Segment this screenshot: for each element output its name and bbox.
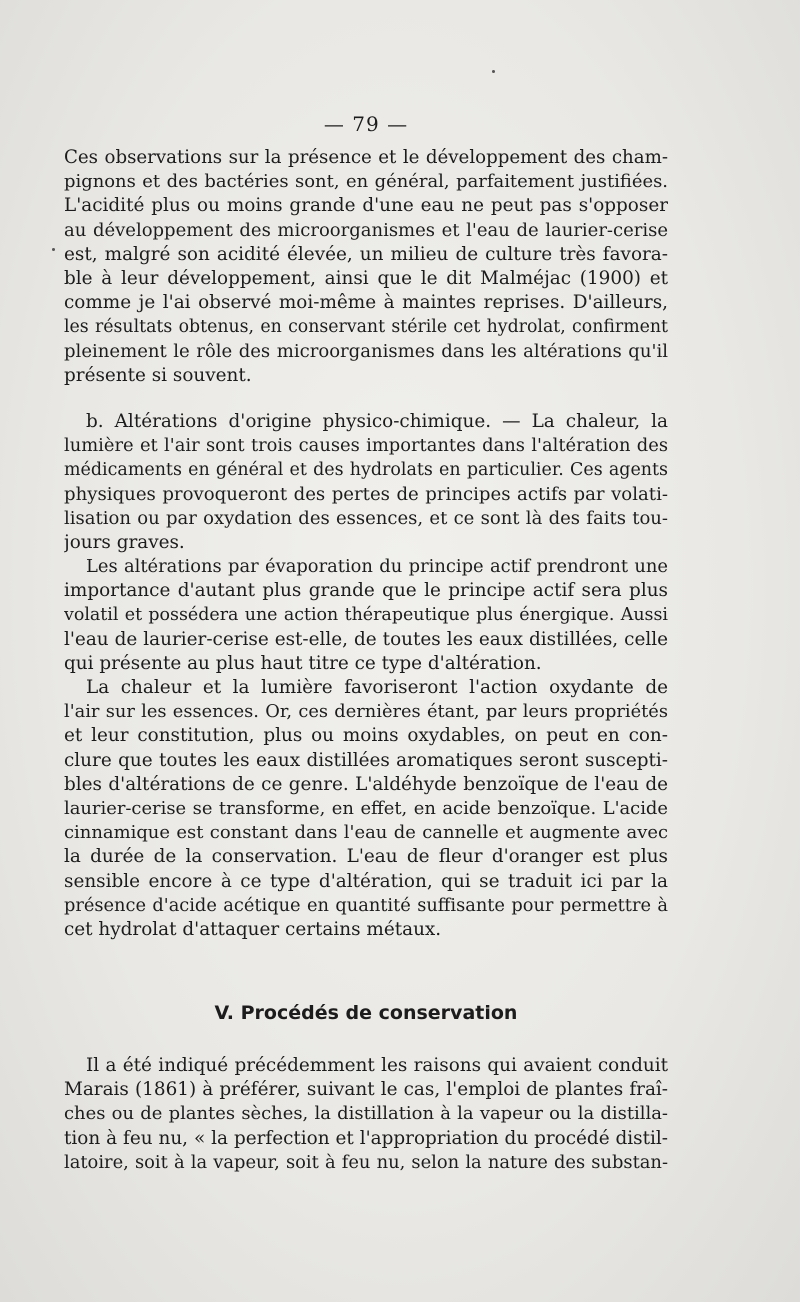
text-line: Les altérations par évaporation du principe actif prendront une [86, 556, 668, 577]
page-number: — 79 — [323, 112, 409, 136]
text-line: les résultats obtenus, en conservant stérile cet hydrolat, confirment [64, 317, 668, 338]
text-line: présente si souvent. [64, 364, 252, 386]
text-line: latoire, soit à la vapeur, soit à feu nu, selon la nature des substan- [64, 1151, 668, 1173]
paper-speck [492, 70, 495, 73]
text-line: ble à leur développement, ainsi que le dit Malméjac (1900) et [64, 267, 668, 289]
text-line: tion à feu nu, « la perfection et l'appropriation du procédé distil- [64, 1127, 668, 1149]
text-line: ches ou de plantes sèches, la distillation à la vapeur ou la distilla- [64, 1103, 668, 1125]
text-line: comme je l'ai observé moi-même à maintes reprises. D'ailleurs, [64, 292, 668, 314]
text-line: physiques provoqueront des pertes de principes actifs par volati- [64, 483, 668, 505]
paragraph-1 [64, 146, 668, 388]
text-line: L'acidité plus ou moins grande d'une eau ne peut pas s'opposer [64, 195, 668, 217]
text-line: pignons et des bactéries sont, en général, parfaitement justifiées. [64, 171, 668, 193]
text-line: au développement des microorganismes et l'eau de laurier-cerise [64, 219, 668, 241]
text-line: et leur constitution, plus ou moins oxydables, on peut en con- [64, 725, 668, 747]
text-line: importance d'autant plus grande que le principe actif sera plus [64, 580, 668, 602]
text-line: clure que toutes les eaux distillées aromatiques seront suscepti- [64, 749, 668, 771]
text-line: l'air sur les essences. Or, ces dernières étant, par leurs propriétés [64, 701, 668, 723]
text-line: Ces observations sur la présence et le développement des cham- [64, 147, 668, 168]
text-line: pleinement le rôle des microorganismes dans les altérations qu'il [64, 340, 668, 362]
text-line: est, malgré son acidité élevée, un milieu de culture très favora- [64, 243, 668, 265]
text-line: Il a été indiqué précédemment les raisons qui avaient conduit [86, 1055, 668, 1076]
text-line: l'eau de laurier-cerise est-elle, de toutes les eaux distillées, celle [64, 628, 668, 650]
text-line: la durée de la conservation. L'eau de fleur d'oranger est plus [64, 846, 668, 868]
text-line: qui présente au plus haut titre ce type d'altération. [64, 652, 542, 674]
text-line: cet hydrolat d'attaquer certains métaux. [64, 918, 442, 940]
text-line: sensible encore à ce type d'altération, qui se traduit ici par la [64, 870, 668, 892]
text-line: cinnamique est constant dans l'eau de cannelle et augmente avec [64, 822, 668, 844]
text-line: lisation ou par oxydation des essences, et ce sont là des faits tou- [64, 507, 668, 529]
paper-speck [52, 248, 55, 251]
text-line: laurier-cerise se transforme, en effet, en acide benzoïque. L'acide [64, 797, 668, 819]
text-line: jours graves. [64, 531, 185, 553]
text-line: bles d'altérations de ce genre. L'aldéhyde benzoïque de l'eau de [64, 773, 668, 795]
paragraph-4 [64, 676, 668, 942]
text-line: médicaments en général et des hydrolats en particulier. Ces agents [64, 460, 668, 481]
paragraph-5 [64, 1054, 668, 1175]
text-line: présence d'acide acétique en quantité suffisante pour permettre à [64, 894, 668, 916]
paragraph-3 [64, 555, 668, 676]
text-line: b. Altérations d'origine physico-chimique. — La chaleur, la [86, 411, 668, 432]
paragraph-2 [64, 410, 668, 555]
section-heading: V. Procédés de conservation [214, 1002, 518, 1024]
text-line: La chaleur et la lumière favoriseront l'action oxydante de [86, 677, 668, 698]
text-line: lumière et l'air sont trois causes importantes dans l'altération des [64, 435, 668, 457]
text-line: Marais (1861) à préférer, suivant le cas, l'emploi de plantes fraî- [64, 1079, 668, 1101]
text-line: volatil et possédera une action thérapeutique plus énergique. Aussi [64, 605, 668, 626]
